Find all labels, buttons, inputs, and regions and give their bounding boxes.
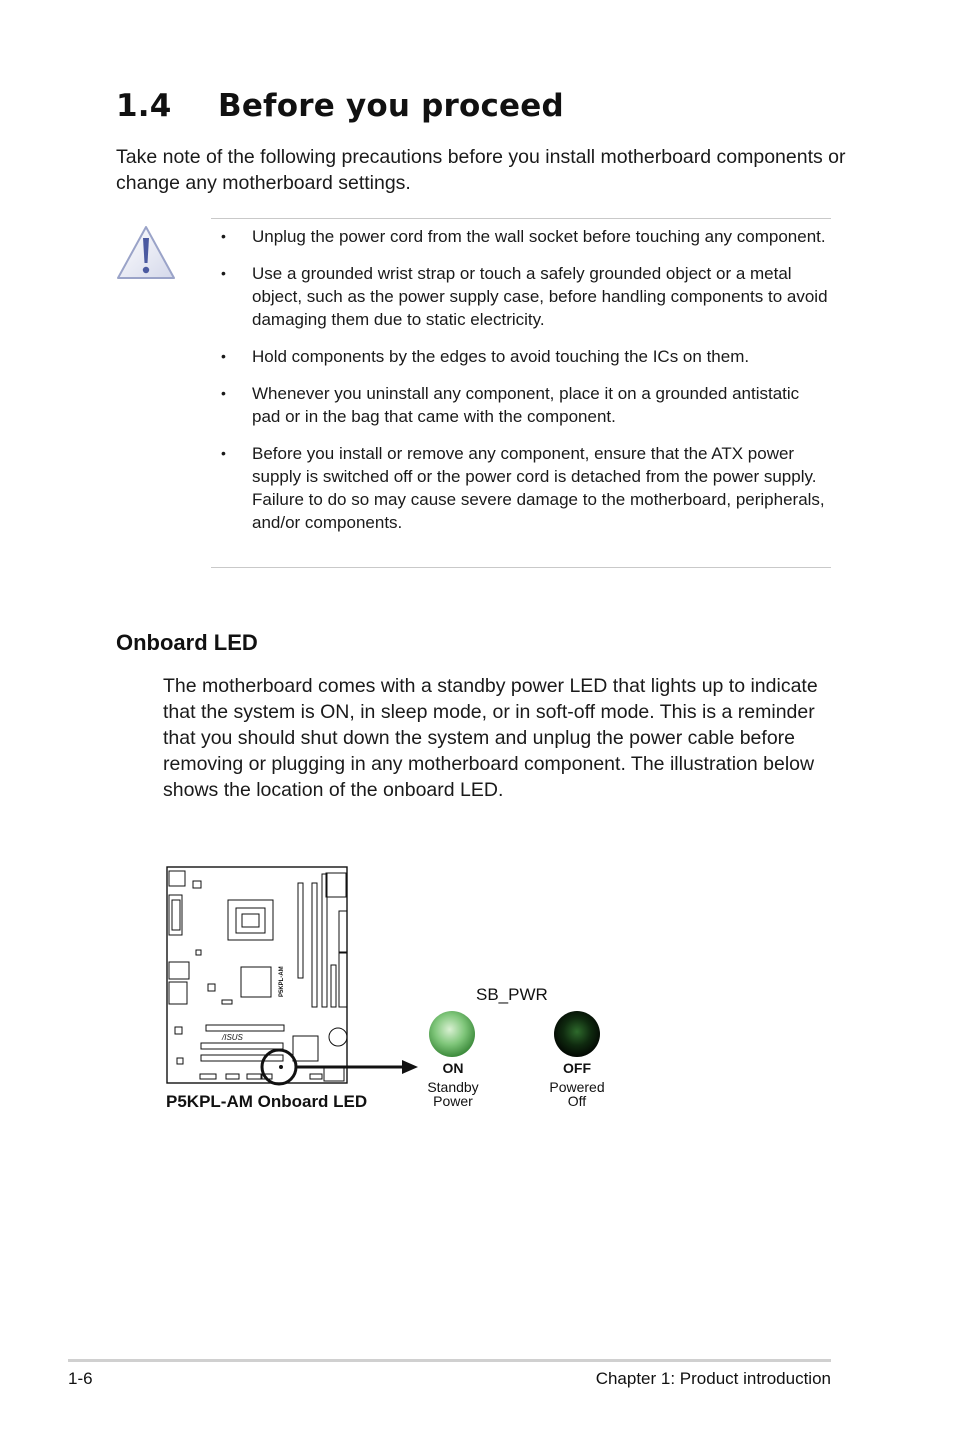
component [175,1027,182,1034]
dimm-slot [298,883,303,978]
cpu-socket-core [242,914,259,927]
component [339,952,347,1007]
io-port [169,962,189,979]
chipset [241,967,271,997]
caution-item [211,225,831,248]
bullet: • [221,228,226,244]
caution-item [211,442,831,534]
led-on-state: ON [442,1060,464,1076]
board-model-label: P5KPL-AM [279,966,285,997]
section-title: Before you proceed [218,88,564,124]
footer-divider [68,1359,831,1362]
led-on-label [408,1061,498,1108]
caution-box [211,218,831,568]
pci-slot [201,1043,283,1049]
bullet: • [221,445,226,461]
bullet: • [221,348,226,364]
led-off-label [532,1061,622,1108]
component [222,1000,232,1004]
caution-text: Hold components by the edges to avoid touching the ICs on them. [252,347,750,366]
component [177,1058,183,1064]
led-on-line1: Standby [427,1079,479,1095]
board-brand-logo: /ISUS [222,1033,243,1042]
io-port [169,871,185,886]
section-number: 1.4 [116,88,172,124]
warning-triangle-icon [115,224,177,282]
led-off-line1: Powered [549,1079,605,1095]
component [293,1036,318,1061]
board-outline [167,867,347,1083]
section-heading [116,88,564,124]
motherboard-diagram [150,855,630,1095]
caution-text: Whenever you uninstall any component, place it on a grounded antistatic pad or in the bag that came with the component. [252,384,800,426]
led-on-indicator [429,1011,475,1057]
led-off-indicator [554,1011,600,1057]
component [339,911,347,953]
io-port [172,900,180,930]
bullet: • [221,385,226,401]
onboard-led-heading: Onboard LED [116,630,258,655]
header [324,1068,344,1081]
cpu-socket [228,900,273,940]
led-on-line2: Power [433,1093,473,1109]
header [247,1074,261,1079]
led-off-state: OFF [563,1060,591,1076]
caution-text: Unplug the power cord from the wall socket before touching any component. [252,227,826,246]
battery [329,1028,347,1046]
component [193,881,201,888]
led-name-label: SB_PWR [476,985,548,1004]
component [331,965,336,1007]
intro-paragraph: Take note of the following precautions before you install motherboard components or change any motherboard settings. [116,146,846,194]
chapter-title: Chapter 1: Product introduction [595,1369,831,1388]
caution-item [211,345,831,368]
dimm-slot [312,883,317,1007]
component [208,984,215,991]
component [326,873,346,897]
caution-item [211,262,831,331]
pci-slot [201,1055,283,1061]
header [200,1074,216,1079]
bullet: • [221,265,226,281]
diagram-caption: P5KPL-AM Onboard LED [166,1092,368,1111]
caution-list [211,225,831,548]
caution-text: Before you install or remove any component, ensure that the ATX power supply is switched off or the power cord is detached from the power supply. Failure to do so may cause severe damage to the motherboard, peripherals, and/or components. [252,444,825,532]
pci-slot [206,1025,284,1031]
header [310,1074,322,1079]
caution-item [211,382,831,428]
led-point [280,1066,283,1069]
caution-text: Use a grounded wrist strap or touch a safely grounded object or a metal object, such as the power supply case, before handling components to avoid damaging them due to static electricity. [252,264,828,329]
component [196,950,201,955]
io-port [169,982,187,1004]
onboard-led-paragraph: The motherboard comes with a standby power LED that lights up to indicate that the system is ON, in sleep mode, or in soft-off mode. This is a reminder that you should shut down the system and unplug the power cable before removing or plugging in any motherboard component. The illustration below shows the location of the onboard LED. [163,675,818,801]
page-number: 1-6 [68,1369,93,1388]
led-off-line2: Off [567,1093,587,1109]
cpu-socket-inner [236,908,265,933]
header [226,1074,239,1079]
